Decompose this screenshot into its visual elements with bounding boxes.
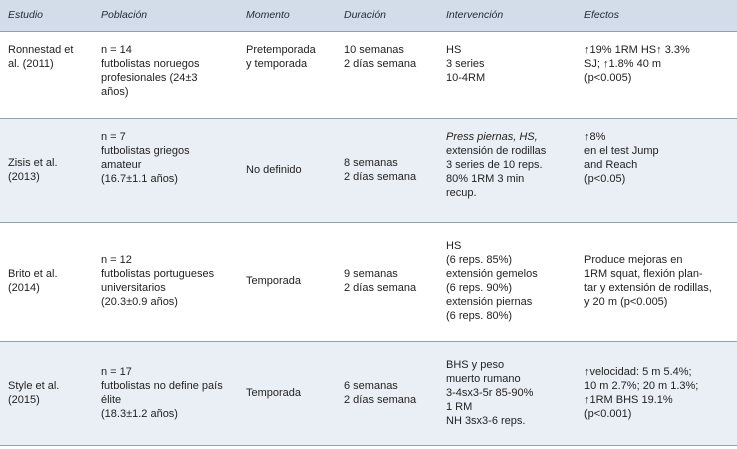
cell-line: BHS y peso bbox=[446, 358, 505, 371]
cell-line: Zisis et al. bbox=[8, 156, 58, 169]
cell-line: Pretemporada bbox=[246, 43, 316, 56]
cell-line: 2 días semana bbox=[344, 170, 417, 183]
header-duracion: Duración bbox=[344, 9, 387, 22]
cell-momento bbox=[246, 118, 344, 222]
cell-line: n = 14 bbox=[101, 43, 132, 56]
table-row bbox=[0, 222, 737, 341]
cell-line: 2 días semana bbox=[344, 393, 417, 406]
cell-estudio bbox=[0, 118, 97, 222]
cell-line: Press piernas, HS, bbox=[446, 130, 538, 143]
cell-line: (6 reps. 90%) bbox=[446, 282, 513, 294]
cell-momento bbox=[246, 31, 344, 118]
cell-line: Brito et al. bbox=[8, 268, 58, 280]
cell-line: Temporada bbox=[246, 386, 302, 399]
header-estudio: Estudio bbox=[8, 9, 44, 22]
table-row bbox=[0, 118, 737, 222]
cell-line: futbolistas portugueses bbox=[101, 268, 215, 280]
cell-line: HS bbox=[446, 240, 462, 252]
cell-efectos bbox=[584, 118, 737, 222]
cell-line: 9 semanas bbox=[344, 268, 398, 280]
cell-line: 8 semanas bbox=[344, 156, 398, 169]
cell-poblacion bbox=[97, 118, 246, 222]
cell-line: (2015) bbox=[8, 393, 40, 406]
cell-line: (2013) bbox=[8, 170, 40, 183]
cell-line: futbolistas noruegos bbox=[101, 57, 200, 70]
cell-line: y 20 m (p<0.005) bbox=[584, 296, 668, 308]
cell-line: 2 días semana bbox=[344, 282, 417, 294]
cell-line: 80% 1RM 3 min bbox=[446, 172, 525, 185]
cell-line: 6 semanas bbox=[344, 379, 398, 392]
cell-line: Ronnestad et bbox=[8, 43, 74, 56]
cell-line: 1 RM bbox=[446, 400, 473, 413]
cell-line: ↑8% bbox=[584, 130, 606, 143]
cell-line: (18.3±1.2 años) bbox=[101, 407, 178, 420]
cell-line: extensión piernas bbox=[446, 296, 533, 308]
cell-estudio bbox=[0, 341, 97, 445]
cell-line: extensión de rodillas bbox=[446, 144, 547, 157]
cell-line: 3-4sx3-5r 85-90% bbox=[446, 386, 534, 399]
cell-line: (2014) bbox=[8, 282, 40, 294]
cell-efectos bbox=[584, 31, 737, 118]
header-poblacion: Población bbox=[101, 9, 148, 22]
header-row bbox=[0, 0, 737, 31]
cell-line: (6 reps. 80%) bbox=[446, 310, 513, 322]
cell-momento bbox=[246, 341, 344, 445]
header-intervencion: Intervención bbox=[446, 9, 504, 22]
cell-efectos bbox=[584, 341, 737, 445]
cell-line: amateur bbox=[101, 158, 142, 171]
cell-line: muerto rumano bbox=[446, 372, 521, 385]
cell-intervencion bbox=[446, 31, 584, 118]
cell-line: No definido bbox=[246, 163, 302, 176]
cell-duracion bbox=[344, 31, 446, 118]
cell-poblacion bbox=[97, 222, 246, 341]
cell-estudio bbox=[0, 31, 97, 118]
cell-efectos bbox=[584, 222, 737, 341]
cell-duracion bbox=[344, 341, 446, 445]
cell-duracion bbox=[344, 222, 446, 341]
cell-poblacion bbox=[97, 341, 246, 445]
cell-line: (p<0.05) bbox=[584, 172, 626, 185]
cell-line: n = 12 bbox=[101, 254, 132, 266]
cell-line: ↑velocidad: 5 m 5.4%; bbox=[584, 365, 692, 378]
cell-line: HS bbox=[446, 43, 462, 56]
cell-line: (20.3±0.9 años) bbox=[101, 296, 178, 308]
cell-line: n = 17 bbox=[101, 365, 132, 378]
cell-line: 10 semanas bbox=[344, 43, 404, 56]
cell-line: al. (2011) bbox=[8, 57, 54, 70]
cell-line: élite bbox=[101, 393, 122, 406]
cell-line: en el test Jump bbox=[584, 144, 659, 157]
cell-line: años) bbox=[101, 85, 129, 98]
cell-line: and Reach bbox=[584, 158, 638, 171]
cell-line: (p<0.001) bbox=[584, 407, 632, 420]
cell-line: SJ; ↑1.8% 40 m bbox=[584, 57, 662, 70]
cell-line: tar y extensión de rodillas, bbox=[584, 282, 712, 294]
cell-line: 3 series bbox=[446, 57, 485, 70]
cell-line: futbolistas no define país bbox=[101, 379, 223, 392]
cell-intervencion bbox=[446, 222, 584, 341]
cell-line: universitarios bbox=[101, 282, 166, 294]
cell-duracion bbox=[344, 118, 446, 222]
cell-line: ↑1RM BHS 19.1% bbox=[584, 393, 673, 406]
cell-line: 1RM squat, flexión plan- bbox=[584, 268, 703, 280]
cell-intervencion bbox=[446, 118, 584, 222]
cell-line: NH 3sx3-6 reps. bbox=[446, 414, 526, 427]
table-row bbox=[0, 341, 737, 445]
cell-poblacion bbox=[97, 31, 246, 118]
cell-line: (6 reps. 85%) bbox=[446, 254, 513, 266]
cell-line: (16.7±1.1 años) bbox=[101, 172, 178, 185]
cell-line: 2 días semana bbox=[344, 57, 417, 70]
cell-line: extensión gemelos bbox=[446, 268, 538, 280]
cell-line: 3 series de 10 reps. bbox=[446, 158, 543, 171]
cell-momento bbox=[246, 222, 344, 341]
header-momento: Momento bbox=[246, 9, 290, 22]
cell-line: futbolistas griegos bbox=[101, 144, 190, 157]
cell-line: recup. bbox=[446, 186, 477, 199]
cell-estudio bbox=[0, 222, 97, 341]
header-efectos: Efectos bbox=[584, 9, 620, 22]
cell-line: ↑19% 1RM HS↑ 3.3% bbox=[584, 43, 690, 56]
cell-line: Style et al. bbox=[8, 379, 60, 392]
cell-line: y temporada bbox=[246, 57, 308, 70]
cell-intervencion bbox=[446, 341, 584, 445]
cell-line: Produce mejoras en bbox=[584, 254, 683, 266]
cell-line: n = 7 bbox=[101, 130, 126, 143]
cell-line: (p<0.005) bbox=[584, 71, 632, 84]
cell-line: profesionales (24±3 bbox=[101, 71, 198, 84]
cell-line: 10-4RM bbox=[446, 71, 486, 84]
cell-line: Temporada bbox=[246, 275, 302, 287]
cell-line: 10 m 2.7%; 20 m 1.3%; bbox=[584, 379, 699, 392]
table-row bbox=[0, 31, 737, 118]
